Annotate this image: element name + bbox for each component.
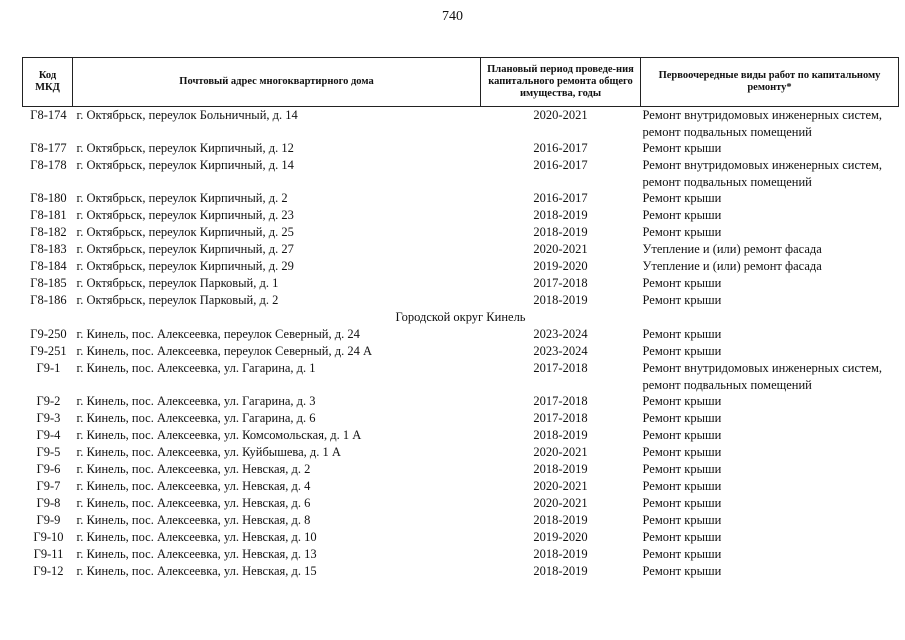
cell-address: г. Кинель, пос. Алексеевка, ул. Невская, д. 2 — [76, 462, 311, 476]
cell-works: Ремонт крыши — [642, 462, 722, 476]
cell-code: Г8-181 — [30, 208, 67, 222]
cell-works: Ремонт крыши — [642, 276, 722, 290]
cell-works: Ремонт внутридомовых инженерных систем, ремонт подвальных помещений — [642, 361, 883, 392]
table-row — [23, 107, 899, 141]
cell-works: Ремонт крыши — [642, 293, 722, 307]
cell-address: г. Кинель, пос. Алексеевка, ул. Гагарина, д. 6 — [76, 411, 316, 425]
cell-address: г. Кинель, пос. Алексеевка, ул. Комсомольская, д. 1 А — [76, 428, 362, 442]
cell-address: г. Октябрьск, переулок Парковый, д. 1 — [76, 276, 279, 290]
table-row — [23, 275, 899, 292]
cell-address: г. Кинель, пос. Алексеевка, ул. Невская, д. 8 — [76, 513, 311, 527]
cell-address: г. Кинель, пос. Алексеевка, ул. Невская, д. 4 — [76, 479, 311, 493]
table-row — [23, 478, 899, 495]
cell-code: Г9-1 — [36, 361, 61, 375]
cell-period: 2018-2019 — [533, 208, 588, 222]
page-number: 740 — [442, 9, 463, 24]
cell-address: г. Кинель, пос. Алексеевка, ул. Невская, д. 15 — [76, 564, 317, 578]
table-body — [23, 107, 899, 581]
cell-works: Ремонт крыши — [642, 547, 722, 561]
cell-code: Г9-9 — [36, 513, 61, 527]
cell-works: Ремонт крыши — [642, 225, 722, 239]
cell-code: Г8-186 — [30, 293, 67, 307]
cell-period: 2023-2024 — [533, 327, 588, 341]
table-row — [23, 140, 899, 157]
table-row — [23, 546, 899, 563]
table-row — [23, 258, 899, 275]
cell-address: г. Октябрьск, переулок Кирпичный, д. 27 — [76, 242, 294, 256]
cell-period: 2023-2024 — [533, 344, 588, 358]
table-row — [23, 207, 899, 224]
cell-period: 2018-2019 — [533, 564, 588, 578]
cell-code: Г8-185 — [30, 276, 67, 290]
cell-code: Г8-180 — [30, 191, 67, 205]
cell-address: г. Кинель, пос. Алексеевка, ул. Гагарина, д. 3 — [76, 394, 316, 408]
cell-address: г. Кинель, пос. Алексеевка, ул. Гагарина, д. 1 — [76, 361, 316, 375]
cell-period: 2020-2021 — [533, 242, 588, 256]
header-address: Почтовый адрес многоквартирного дома — [73, 58, 481, 107]
cell-period: 2020-2021 — [533, 445, 588, 459]
cell-period: 2018-2019 — [533, 225, 588, 239]
cell-code: Г9-2 — [36, 394, 61, 408]
cell-period: 2018-2019 — [533, 462, 588, 476]
cell-period: 2019-2020 — [533, 259, 588, 273]
table-row — [23, 190, 899, 207]
table-row — [23, 360, 899, 393]
cell-period: 2016-2017 — [533, 158, 588, 172]
table-row — [23, 512, 899, 529]
cell-code: Г9-10 — [33, 530, 64, 544]
cell-works: Ремонт крыши — [642, 428, 722, 442]
table-row — [23, 224, 899, 241]
cell-works: Ремонт крыши — [642, 344, 722, 358]
cell-works: Ремонт крыши — [642, 141, 722, 155]
cell-code: Г8-177 — [30, 141, 67, 155]
cell-works: Ремонт внутридомовых инженерных систем, ремонт подвальных помещений — [642, 108, 883, 139]
cell-code: Г9-6 — [36, 462, 61, 476]
cell-code: Г9-12 — [33, 564, 64, 578]
cell-code: Г9-4 — [36, 428, 61, 442]
cell-address: г. Кинель, пос. Алексеевка, переулок Северный, д. 24 А — [76, 344, 372, 358]
cell-period: 2020-2021 — [533, 496, 588, 510]
cell-period: 2017-2018 — [533, 361, 588, 375]
cell-address: г. Октябрьск, переулок Кирпичный, д. 14 — [76, 158, 294, 172]
cell-address: г. Октябрьск, переулок Кирпичный, д. 25 — [76, 225, 294, 239]
cell-code: Г9-8 — [36, 496, 61, 510]
table-row — [23, 343, 899, 360]
table-row — [23, 292, 899, 309]
table-row — [23, 326, 899, 343]
cell-period: 2020-2021 — [533, 479, 588, 493]
cell-address: г. Октябрьск, переулок Кирпичный, д. 29 — [76, 259, 294, 273]
cell-code: Г9-5 — [36, 445, 61, 459]
cell-address: г. Октябрьск, переулок Кирпичный, д. 23 — [76, 208, 294, 222]
cell-address: г. Кинель, пос. Алексеевка, переулок Северный, д. 24 — [76, 327, 360, 341]
cell-code: Г9-250 — [30, 327, 67, 341]
table-row — [23, 444, 899, 461]
cell-period: 2017-2018 — [533, 411, 588, 425]
cell-period: 2018-2019 — [533, 547, 588, 561]
cell-address: г. Кинель, пос. Алексеевка, ул. Куйбышева, д. 1 А — [76, 445, 341, 459]
cell-works: Ремонт внутридомовых инженерных систем, ремонт подвальных помещений — [642, 158, 883, 189]
cell-address: г. Октябрьск, переулок Кирпичный, д. 2 — [76, 191, 288, 205]
cell-works: Утепление и (или) ремонт фасада — [642, 242, 822, 256]
cell-works: Ремонт крыши — [642, 394, 722, 408]
cell-period: 2018-2019 — [533, 293, 588, 307]
capital-repair-table — [22, 57, 899, 580]
cell-address: г. Октябрьск, переулок Кирпичный, д. 12 — [76, 141, 294, 155]
cell-works: Ремонт крыши — [642, 191, 722, 205]
cell-code: Г9-251 — [30, 344, 67, 358]
cell-works: Ремонт крыши — [642, 411, 722, 425]
table-row — [23, 241, 899, 258]
cell-code: Г8-182 — [30, 225, 67, 239]
cell-period: 2019-2020 — [533, 530, 588, 544]
cell-works: Утепление и (или) ремонт фасада — [642, 259, 822, 273]
cell-period: 2017-2018 — [533, 394, 588, 408]
cell-period: 2017-2018 — [533, 276, 588, 290]
cell-code: Г8-174 — [30, 108, 67, 122]
cell-address: г. Октябрьск, переулок Парковый, д. 2 — [76, 293, 279, 307]
table-row — [23, 529, 899, 546]
cell-code: Г8-183 — [30, 242, 67, 256]
table-row — [23, 461, 899, 478]
cell-code: Г9-11 — [33, 547, 64, 561]
cell-works: Ремонт крыши — [642, 513, 722, 527]
table-row — [23, 495, 899, 512]
cell-works: Ремонт крыши — [642, 564, 722, 578]
cell-works: Ремонт крыши — [642, 479, 722, 493]
table-row — [23, 393, 899, 410]
cell-works: Ремонт крыши — [642, 208, 722, 222]
header-works: Первоочередные виды работ по капитальному ремонту* — [641, 58, 899, 107]
cell-works: Ремонт крыши — [642, 327, 722, 341]
cell-address: г. Кинель, пос. Алексеевка, ул. Невская, д. 10 — [76, 530, 317, 544]
table-row — [23, 427, 899, 444]
cell-works: Ремонт крыши — [642, 530, 722, 544]
cell-period: 2016-2017 — [533, 141, 588, 155]
header-period: Плановый период проведе-ния капитального ремонта общего имущества, годы — [481, 58, 641, 107]
cell-address: г. Октябрьск, переулок Больничный, д. 14 — [76, 108, 298, 122]
cell-period: 2020-2021 — [533, 108, 588, 122]
table-header — [23, 58, 899, 107]
section-title: Городской округ Кинель — [395, 310, 526, 324]
cell-address: г. Кинель, пос. Алексеевка, ул. Невская, д. 13 — [76, 547, 317, 561]
table-row — [23, 563, 899, 580]
cell-address: г. Кинель, пос. Алексеевка, ул. Невская, д. 6 — [76, 496, 311, 510]
table-row — [23, 410, 899, 427]
cell-code: Г9-3 — [36, 411, 61, 425]
cell-code: Г8-178 — [30, 158, 67, 172]
section-row — [23, 309, 899, 326]
cell-period: 2018-2019 — [533, 513, 588, 527]
cell-period: 2016-2017 — [533, 191, 588, 205]
cell-works: Ремонт крыши — [642, 496, 722, 510]
cell-works: Ремонт крыши — [642, 445, 722, 459]
header-code: Код МКД — [23, 58, 73, 107]
cell-code: Г8-184 — [30, 259, 67, 273]
table-row — [23, 157, 899, 190]
cell-code: Г9-7 — [36, 479, 61, 493]
cell-period: 2018-2019 — [533, 428, 588, 442]
